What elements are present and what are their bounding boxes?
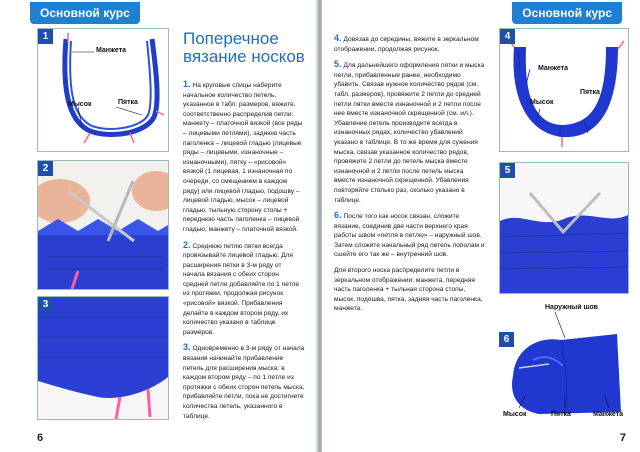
step-3-text: Одновременно в 3-м ряду от начала вязания начинайте прибавление петель для расширения мыска: в каждом втором ряду – по 1 петле из протяжки с обеих сторон петель мыска, прибавляйте петли, пока не достигнете количества петель, указанного в таблице. — [183, 345, 305, 420]
step-5-number: 5. — [334, 59, 342, 70]
figure-6-label-heel: Пятка — [551, 411, 571, 418]
step-4 — [334, 34, 486, 54]
figure-5-drawing — [500, 163, 628, 293]
step-6 — [334, 211, 486, 260]
figure-1-label-heel: Пятка — [118, 99, 138, 106]
figure-6-label-toe: Мысок — [503, 411, 527, 418]
right-page — [322, 0, 640, 452]
figure-4 — [499, 28, 629, 152]
figure-6-label-cuff: Манжета — [593, 411, 624, 418]
figure-1-number: 1 — [38, 29, 53, 44]
figure-4-label-cuff: Манжета — [538, 65, 569, 72]
figure-4-number: 4 — [500, 29, 515, 44]
page-number-left: 6 — [37, 432, 44, 444]
step-5 — [334, 60, 486, 205]
figure-2-number: 2 — [38, 161, 53, 176]
section-tab-right: Основной курс — [512, 2, 622, 24]
figure-2-drawing — [38, 161, 168, 289]
step-2-number: 2. — [183, 239, 191, 250]
step-1 — [183, 80, 305, 235]
figure-3 — [37, 296, 169, 420]
right-text-column — [334, 34, 486, 320]
step-5-text: Для дальнейшего оформления пятки и мыска петли, прибавленные ранее, необходимо убавить. Связав нужное количество рядов (см. табл. размеров), провяжите 2 петли до средней петли пятки вместе изнаночной и 2 петли после нее вместе изнаночной скрещенной (см. ил.). Убавление петель производите всегда в изнаночных рядах, количество убавлений указано в таблице. В то же время для сужения мыска, связав указанное количество рядов, провяжите 2 петли до петель мыска вместе изнаночной и 2 петли после петель мыска вместе изнаночной скрещенной. Убавления повторяйте столько раз, сколько указано в таблице. — [334, 62, 485, 204]
figure-1-label-toe: Мысок — [68, 101, 92, 108]
figure-4-drawing — [500, 29, 628, 151]
step-2 — [183, 241, 305, 338]
left-text-column — [183, 80, 305, 427]
step-1-number: 1. — [183, 79, 191, 89]
title-line-2: вязание носков — [183, 47, 305, 66]
figure-1 — [37, 28, 169, 152]
step-2-text: Среднюю петлю пятки всегда провязывайте лицевой гладью. Для расширения пятки в 3-м ряду от начала вязания с обеих сторон средней петли добавляйте по 1 петле из протяжки, продолжая рисунок «рисовой» вязкой. Прибавления делайте в каждом втором ряду, их количество указано в таблице размеров. — [183, 242, 300, 336]
figure-6 — [499, 304, 627, 422]
figure-3-drawing — [38, 297, 168, 419]
figure-2 — [37, 160, 169, 290]
title-line-1: Поперечное — [183, 29, 279, 48]
step-6-text: После того как носок связан, сложите вязание, соединив две части верхнего края работы швом «петля в петлю» – наружный шов. Затем сложите начальный ряд петель пополам и сшейте его так же – внутренний шов. — [334, 213, 485, 259]
figure-4-label-toe: Мысок — [530, 99, 554, 106]
step-4-text: Довязав до середины, вяжите в зеркальном отображении, продолжая рисунок. — [334, 36, 479, 53]
final-note: Для второго носка распределите петли в зеркальном отображении: манжета, передняя часть паголенка + тыльная сторона стопы, мысок, подошва, пятка, задняя часть паголенка, манжета. — [334, 267, 483, 313]
figure-5-number: 5 — [500, 163, 515, 178]
step-3-number: 3. — [183, 342, 191, 353]
figure-6-label-seam: Наружный шов — [545, 304, 598, 311]
article-title — [183, 30, 305, 66]
step-1-text: На круговые спицы наберите начальное количество петель, указанное в табл. размеров, вяжите, соответственно распределив петли: манжету – платочной вязкой (все ряды – лицевыми петлями), заднюю часть паголенка – лицевой гладью (лицевые ряды – лицевыми, изнаночные – изнаночными), пятку – «рисовой» вязкой (1 лицевая, 1 изнаночная по очереди, со смещением в каждом ряду) или лицевой гладью, подошву – лицевой гладью, мысок – лицевой гладью, тыльную сторону стопы + переднюю часть паголенка – лицевой гладью, манжету – платочной вязкой. — [183, 82, 303, 233]
step-3 — [183, 343, 305, 421]
section-tab-left: Основной курс — [30, 2, 140, 24]
step-4-number: 4. — [334, 33, 342, 43]
figure-1-label-cuff: Манжета — [96, 47, 127, 54]
figure-5 — [499, 162, 629, 294]
figure-6-drawing — [499, 304, 627, 422]
step-6-number: 6. — [334, 210, 342, 221]
figure-4-label-heel: Пятка — [580, 89, 600, 96]
figure-6-number: 6 — [499, 332, 514, 347]
page-number-right: 7 — [619, 432, 626, 444]
figure-3-number: 3 — [38, 297, 53, 312]
left-page — [0, 0, 318, 452]
